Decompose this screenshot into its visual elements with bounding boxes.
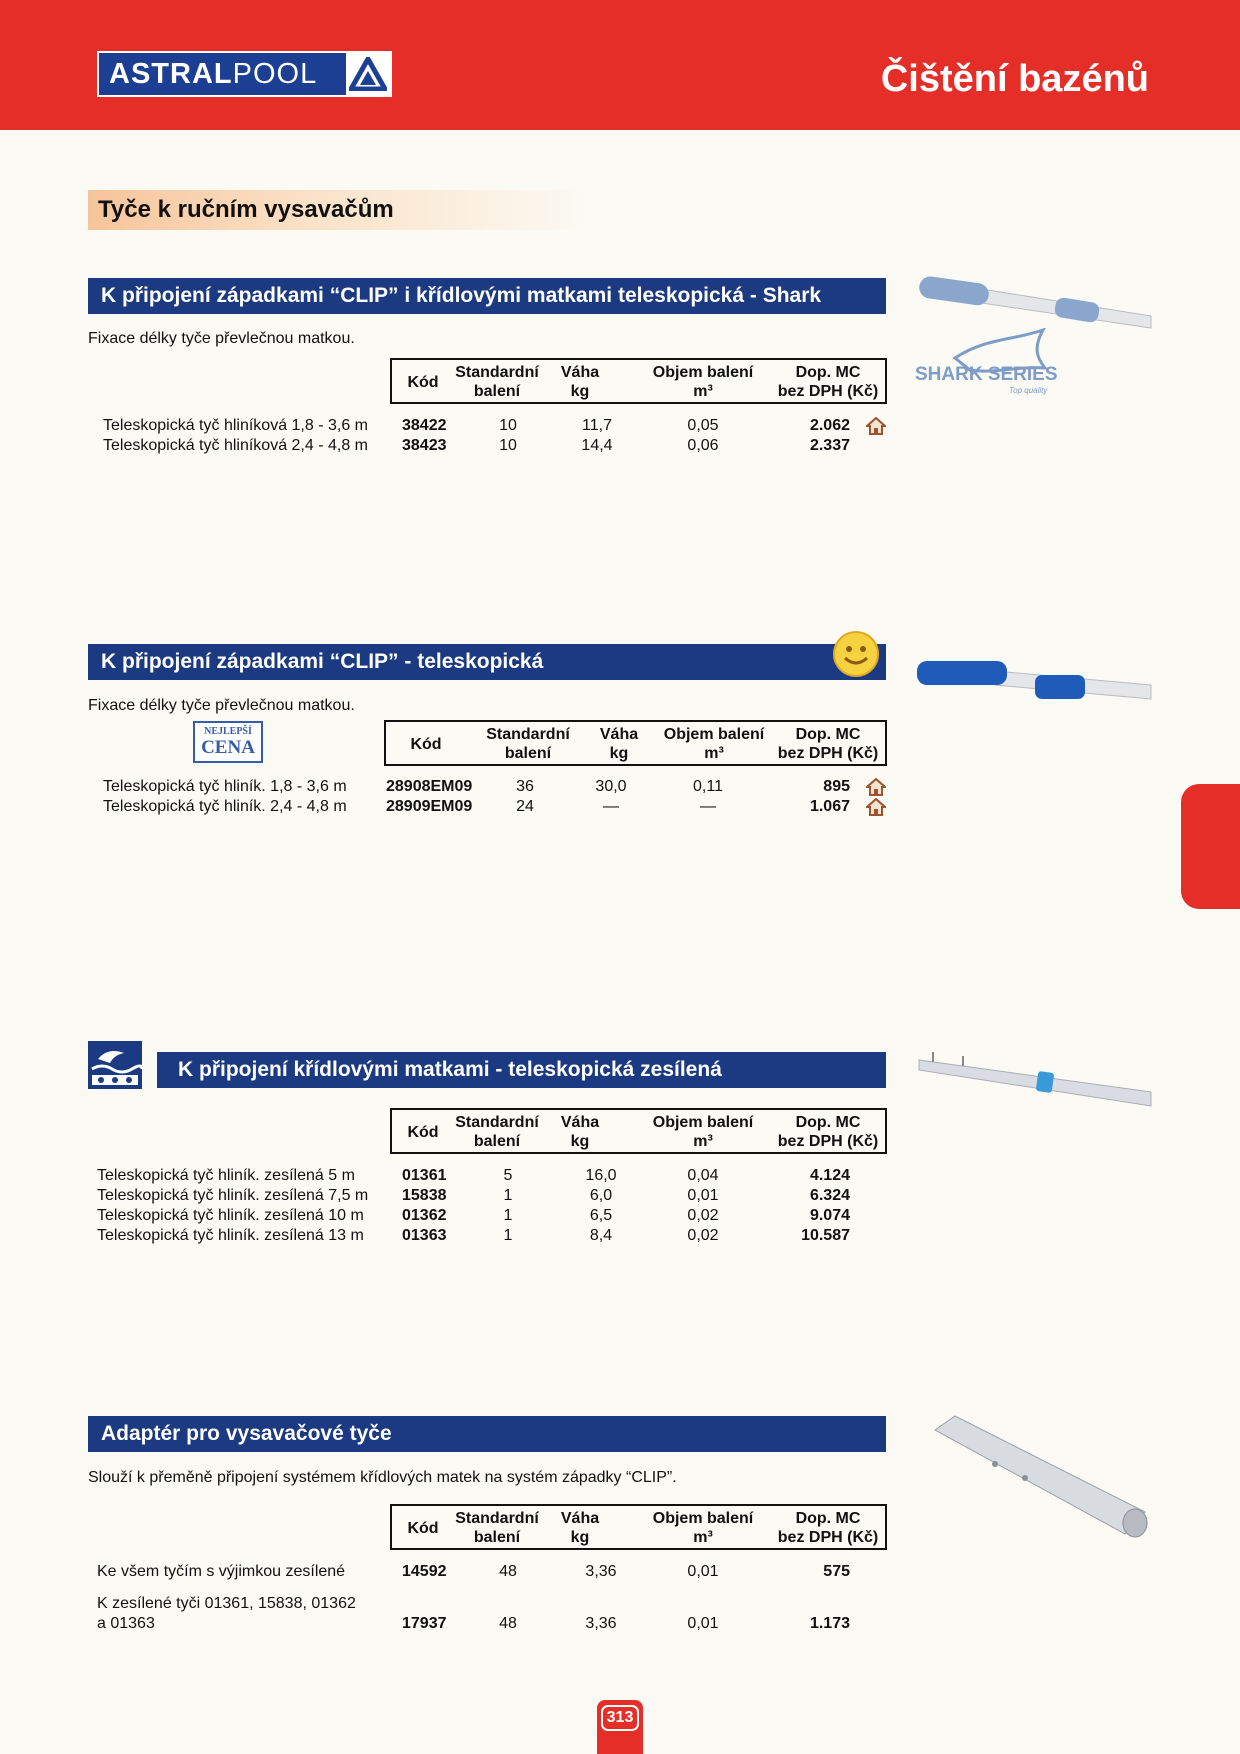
product-title-clip: K připojení západkami “CLIP” - teleskopická	[88, 644, 886, 680]
row-volume: 0,01	[687, 1615, 719, 1632]
th-price-2: bez DPH (Kč)	[777, 1529, 879, 1546]
th-volume	[646, 363, 760, 401]
th-volume-2: m³	[693, 1529, 713, 1546]
page-title: Čištění bazénů	[880, 58, 1149, 100]
row-volume: 0,11	[693, 778, 723, 795]
table-row	[0, 437, 1240, 457]
row-code: 15838	[402, 1187, 447, 1204]
th-volume	[652, 725, 776, 763]
th-weight-1: Váha	[599, 726, 639, 743]
page-number-text: 313	[601, 1705, 639, 1731]
th-volume-2: m³	[693, 1133, 713, 1150]
telescopic-pole-clip-photo	[915, 655, 1155, 715]
row-price: 2.062	[809, 417, 850, 434]
row-weight: 3,36	[585, 1615, 617, 1632]
th-weight-2: kg	[570, 383, 590, 400]
th-volume	[646, 1509, 760, 1547]
row-price: 1.067	[809, 798, 850, 815]
row-weight: 6,0	[589, 1187, 613, 1204]
row-code: 38422	[402, 417, 447, 434]
row-volume: 0,06	[687, 437, 719, 454]
product-title-adapter: Adaptér pro vysavačové tyče	[88, 1416, 886, 1452]
logo-triangle-icon	[346, 53, 390, 95]
row-code: 28909EM09	[386, 798, 473, 815]
th-weight-1: Váha	[560, 364, 600, 381]
row-price: 10.587	[801, 1227, 850, 1244]
row-weight: 16,0	[585, 1167, 617, 1184]
th-weight-1: Váha	[560, 1114, 600, 1131]
row-std: 48	[499, 1563, 517, 1580]
row-name: Teleskopická tyč hliník. 2,4 - 4,8 m	[103, 798, 347, 815]
best-price-line1: NEJLEPŠÍ	[204, 726, 252, 737]
th-standard-2: balení	[473, 1133, 521, 1150]
table-row	[0, 1167, 1240, 1187]
row-name-line1: K zesílené tyči 01361, 15838, 01362	[97, 1595, 356, 1612]
th-standard	[452, 1113, 542, 1151]
th-volume-1: Objem balení	[652, 364, 754, 381]
row-std: 5	[503, 1167, 513, 1184]
th-standard-2: balení	[473, 1529, 521, 1546]
home-icon	[866, 778, 886, 796]
logo-text-light: POOL	[232, 57, 318, 90]
th-price-1: Dop. MC	[795, 364, 861, 381]
row-weight: —	[603, 798, 619, 815]
row-code: 38423	[402, 437, 447, 454]
th-volume-2: m³	[704, 745, 724, 762]
product-description: Slouží k přeměně připojení systémem křídlových matek na systém západky “CLIP”.	[88, 1469, 677, 1486]
home-icon	[866, 417, 886, 435]
best-price-line2: CENA	[201, 737, 255, 758]
row-weight: 3,36	[585, 1563, 617, 1580]
row-volume: —	[700, 798, 716, 815]
table-row	[0, 1187, 1240, 1207]
th-price	[770, 1509, 886, 1547]
table-row	[0, 1207, 1240, 1227]
shark-series-text: SHARK SERIES	[915, 364, 1058, 385]
row-price: 2.337	[809, 437, 850, 454]
th-volume	[646, 1113, 760, 1151]
th-standard-1: Standardní	[486, 726, 570, 743]
logo-text-bold: ASTRAL	[109, 57, 233, 90]
th-code: Kód	[407, 1520, 439, 1537]
row-std: 1	[503, 1187, 513, 1204]
row-std: 36	[516, 778, 534, 795]
telescopic-pole-reinforced-photo	[915, 1048, 1155, 1132]
row-name-line2: a 01363	[97, 1615, 155, 1632]
th-standard-1: Standardní	[455, 364, 539, 381]
row-volume: 0,01	[687, 1563, 719, 1580]
row-code: 01361	[402, 1167, 447, 1184]
th-weight-2: kg	[570, 1529, 590, 1546]
row-std: 1	[503, 1227, 513, 1244]
th-standard-2: balení	[504, 745, 552, 762]
pole-adapter-photo	[925, 1412, 1155, 1542]
home-icon	[866, 798, 886, 816]
telescopic-pole-shark-photo	[915, 276, 1155, 336]
th-price-2: bez DPH (Kč)	[777, 383, 879, 400]
chapter-tab	[1181, 784, 1240, 909]
row-name: Ke všem tyčím s výjimkou zesílené	[97, 1563, 346, 1580]
astralpool-logo	[97, 51, 392, 97]
th-standard	[452, 1509, 542, 1547]
row-name: Teleskopická tyč hliník. zesílená 10 m	[97, 1207, 364, 1224]
th-price-1: Dop. MC	[795, 726, 861, 743]
table-header	[390, 1108, 887, 1154]
th-weight	[544, 363, 616, 401]
product-title-reinforced: K připojení křídlovými matkami - teleskopická zesílená	[157, 1052, 886, 1088]
row-price: 575	[823, 1563, 850, 1580]
table-header	[390, 1504, 887, 1550]
th-weight	[582, 725, 656, 763]
th-price-2: bez DPH (Kč)	[777, 1133, 879, 1150]
th-weight-2: kg	[609, 745, 629, 762]
table-row	[0, 1595, 1240, 1635]
th-standard	[452, 363, 542, 401]
row-price: 1.173	[809, 1615, 850, 1632]
th-standard-1: Standardní	[455, 1510, 539, 1527]
th-volume-2: m³	[693, 383, 713, 400]
row-weight: 8,4	[589, 1227, 613, 1244]
row-code: 28908EM09	[386, 778, 473, 795]
smiley-icon	[832, 630, 880, 678]
row-name: Teleskopická tyč hliník. zesílená 13 m	[97, 1227, 364, 1244]
row-name: Teleskopická tyč hliníková 1,8 - 3,6 m	[103, 417, 369, 434]
th-volume-1: Objem balení	[652, 1510, 754, 1527]
row-weight: 30,0	[595, 778, 627, 795]
section-heading: Tyče k ručním vysavačům	[88, 190, 588, 230]
best-price-badge	[193, 721, 263, 763]
table-row	[0, 1563, 1240, 1583]
row-std: 1	[503, 1207, 513, 1224]
row-volume: 0,02	[687, 1227, 719, 1244]
th-weight	[544, 1113, 616, 1151]
shark-series-subtext: Top quality	[1009, 386, 1048, 395]
row-code: 14592	[402, 1563, 447, 1580]
row-volume: 0,05	[687, 417, 719, 434]
th-price	[770, 1113, 886, 1151]
th-volume-1: Objem balení	[652, 1114, 754, 1131]
th-weight-1: Váha	[560, 1510, 600, 1527]
row-volume: 0,02	[687, 1207, 719, 1224]
row-name: Teleskopická tyč hliník. zesílená 7,5 m	[97, 1187, 369, 1204]
heavy-duty-pool-icon	[88, 1041, 142, 1089]
th-weight-2: kg	[570, 1133, 590, 1150]
row-price: 6.324	[809, 1187, 850, 1204]
th-price-1: Dop. MC	[795, 1510, 861, 1527]
page-number	[597, 1700, 643, 1754]
product-title-shark: K připojení západkami “CLIP” i křídlovými matkami teleskopická - Shark	[88, 278, 886, 314]
row-weight: 11,7	[582, 417, 612, 434]
row-price: 9.074	[809, 1207, 850, 1224]
th-price	[770, 725, 886, 763]
th-code: Kód	[407, 1124, 439, 1141]
row-code: 01363	[402, 1227, 447, 1244]
th-price-1: Dop. MC	[795, 1114, 861, 1131]
table-row	[0, 798, 1240, 818]
th-price	[770, 363, 886, 401]
row-code: 17937	[402, 1615, 447, 1632]
table-row	[0, 778, 1240, 798]
row-weight: 14,4	[581, 437, 613, 454]
shark-series-badge	[915, 328, 1058, 398]
th-standard	[480, 725, 576, 763]
row-std: 10	[499, 417, 517, 434]
row-volume: 0,04	[687, 1167, 719, 1184]
row-volume: 0,01	[687, 1187, 719, 1204]
row-price: 4.124	[809, 1167, 850, 1184]
table-row	[0, 1227, 1240, 1247]
row-name: Teleskopická tyč hliník. 1,8 - 3,6 m	[103, 778, 347, 795]
th-price-2: bez DPH (Kč)	[777, 745, 879, 762]
row-weight: 6,5	[589, 1207, 613, 1224]
th-code: Kód	[410, 736, 442, 753]
table-header	[384, 720, 887, 766]
th-standard-2: balení	[473, 383, 521, 400]
table-header	[390, 358, 887, 404]
th-volume-1: Objem balení	[663, 726, 765, 743]
th-code: Kód	[407, 374, 439, 391]
row-name: Teleskopická tyč hliníková 2,4 - 4,8 m	[103, 437, 369, 454]
row-name: Teleskopická tyč hliník. zesílená 5 m	[97, 1167, 355, 1184]
row-std: 10	[499, 437, 517, 454]
row-std: 24	[516, 798, 534, 815]
product-description: Fixace délky tyče převlečnou matkou.	[88, 697, 355, 714]
row-price: 895	[823, 778, 850, 795]
th-weight	[544, 1509, 616, 1547]
table-row	[0, 417, 1240, 437]
product-description: Fixace délky tyče převlečnou matkou.	[88, 330, 355, 347]
row-std: 48	[499, 1615, 517, 1632]
th-standard-1: Standardní	[455, 1114, 539, 1131]
row-code: 01362	[402, 1207, 447, 1224]
